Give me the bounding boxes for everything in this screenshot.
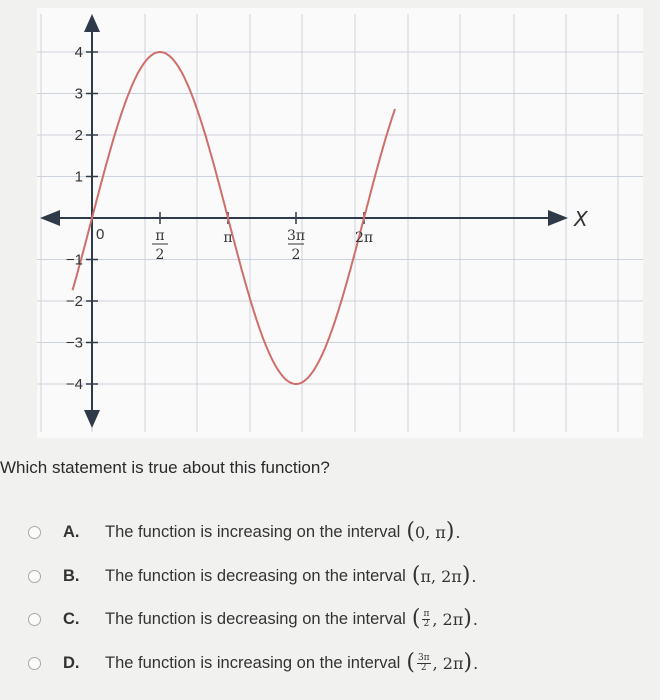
x-axis-label: X	[574, 207, 588, 231]
y-tick-label: 4	[74, 44, 83, 61]
question-text: Which statement is true about this function?	[0, 458, 330, 477]
option-c-letter: C.	[63, 609, 80, 628]
option-a-text: The function is increasing on the interval	[105, 522, 401, 541]
option-d-letter: D.	[63, 653, 80, 672]
option-b-text: The function is decreasing on the interval	[105, 566, 406, 585]
option-d-text: The function is increasing on the interval	[105, 653, 401, 672]
option-c[interactable]	[28, 604, 478, 634]
y-tick-label: 3	[74, 85, 83, 103]
option-d[interactable]	[28, 648, 478, 678]
svg-text:2: 2	[291, 247, 301, 263]
y-tick-label: 1	[74, 168, 83, 186]
y-tick-label: 2	[74, 127, 83, 144]
option-c-interval: ( $\frac{\pi}{2}$ , 2π ) .	[411, 606, 478, 631]
y-tick-label: −1	[65, 251, 83, 269]
option-b-letter: B.	[63, 566, 80, 585]
radio-d[interactable]	[28, 657, 41, 670]
option-a-letter: A.	[63, 522, 80, 541]
x-tick-label: 2π	[354, 230, 374, 246]
option-b-interval: ( π , 2π ) .	[411, 563, 477, 588]
radio-c[interactable]	[28, 613, 41, 626]
svg-text:π: π	[155, 228, 165, 244]
svg-text:3π: 3π	[286, 228, 306, 244]
y-tick-label: −3	[65, 334, 83, 352]
option-b[interactable]	[28, 561, 477, 591]
radio-b[interactable]	[28, 570, 41, 583]
svg-text:2: 2	[155, 247, 165, 263]
option-d-interval: ( $\frac{3\pi}{2}$ , 2π ) .	[406, 650, 479, 675]
x-tick-label: π	[223, 230, 233, 246]
x-tick-label: 0	[96, 226, 105, 243]
radio-a[interactable]	[28, 526, 41, 539]
option-a-interval: ( 0 , π ) .	[406, 519, 461, 544]
option-c-text: The function is decreasing on the interval	[105, 609, 406, 628]
y-tick-label: −4	[65, 376, 83, 393]
option-a[interactable]	[28, 517, 461, 547]
y-tick-label: −2	[65, 293, 83, 310]
